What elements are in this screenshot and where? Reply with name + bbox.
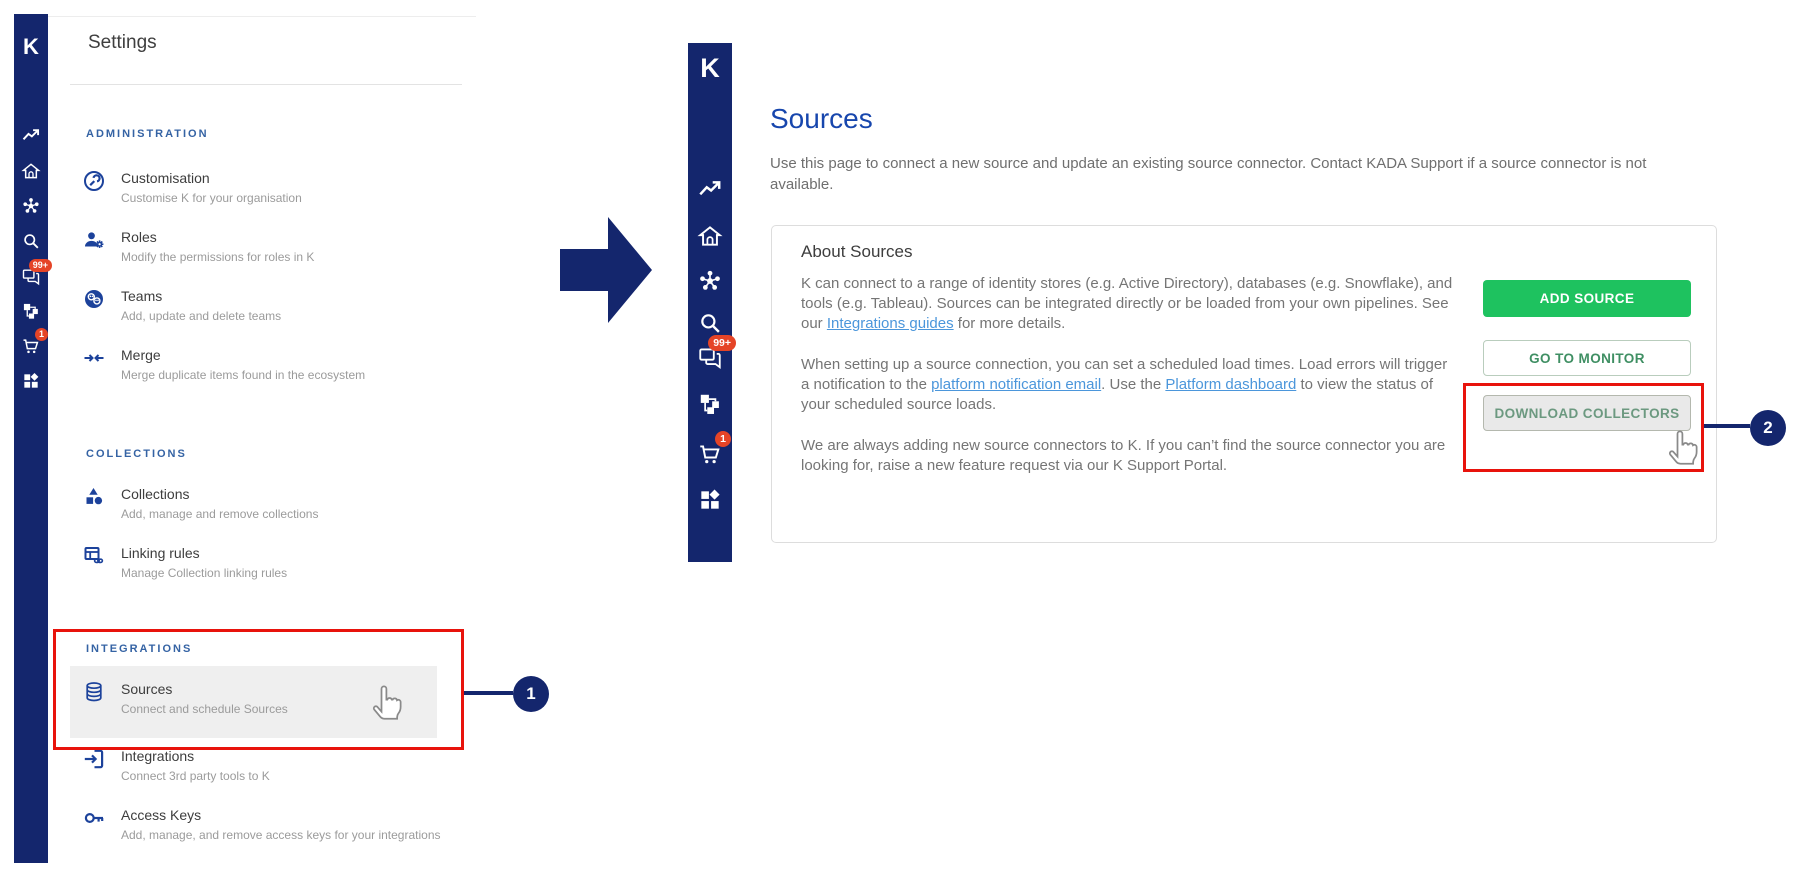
paragraph-3: We are always adding new source connectors to K. If you can’t find the source connector you are looking for, raise a new feature request via our K Support Portal. [801, 437, 1446, 474]
item-title: Roles [121, 229, 157, 245]
collections-icon [82, 485, 106, 509]
para1-text: K can connect to a range of identity stores (e.g. Active Directory), databases (e.g. Snowflake), and tools (e.g. Tableau). Sources can be integrated directly or be loaded from your own pipelines. See our [801, 275, 1453, 332]
cart-badge: 1 [35, 328, 48, 341]
platform-notification-email-link[interactable]: platform notification email [931, 376, 1102, 393]
item-desc: Add, manage, and remove access keys for your integrations [121, 828, 441, 842]
para2-text-mid: . Use the [1101, 376, 1166, 393]
customisation-icon [82, 169, 106, 193]
go-to-monitor-button[interactable]: GO TO MONITOR [1483, 340, 1691, 376]
item-title: Merge [121, 347, 161, 363]
integrations-guides-link[interactable]: Integrations guides [826, 315, 954, 332]
chat-icon[interactable] [697, 336, 731, 370]
download-collectors-button[interactable]: DOWNLOAD COLLECTORS [1483, 395, 1691, 431]
settings-item-roles[interactable] [121, 229, 456, 264]
network-icon[interactable] [697, 268, 723, 294]
item-title: Collections [121, 486, 190, 502]
item-title: Linking rules [121, 545, 200, 561]
right-app-sidebar [688, 43, 732, 562]
teams-icon [82, 287, 106, 311]
para1-text-end: for more details. [953, 315, 1066, 332]
apps-grid-icon[interactable] [21, 371, 41, 391]
screenshot-top-edge [48, 16, 476, 17]
sources-page-subtitle: Use this page to connect a new source and update an existing source connector. Contact KADA Support if a source connector is not available. [770, 155, 1647, 193]
callout-line-2 [1704, 424, 1750, 428]
network-icon[interactable] [21, 196, 41, 216]
search-icon[interactable] [697, 310, 723, 336]
item-title: Teams [121, 288, 163, 304]
settings-item-linking-rules[interactable] [121, 545, 456, 580]
item-title: Integrations [121, 748, 195, 764]
trend-icon[interactable] [21, 126, 41, 146]
callout-box-1 [53, 629, 464, 750]
callout-number-2: 2 [1750, 410, 1786, 446]
item-desc: Add, manage and remove collections [121, 507, 319, 521]
sources-page-title: Sources [770, 103, 873, 134]
item-desc: Connect and schedule Sources [121, 702, 288, 716]
settings-divider [70, 84, 462, 85]
paragraph-2 [801, 355, 1457, 415]
hierarchy-icon[interactable] [21, 301, 41, 321]
home-icon[interactable] [697, 223, 723, 249]
k-logo: K [700, 53, 720, 83]
roles-icon [82, 228, 106, 252]
cart-icon[interactable] [697, 432, 726, 467]
item-desc: Manage Collection linking rules [121, 566, 288, 580]
item-title: Sources [121, 681, 173, 697]
access-keys-icon [82, 806, 106, 830]
card-body-text [801, 274, 1457, 497]
item-desc: Customise K for your organisation [121, 191, 302, 205]
section-administration: ADMINISTRATION [86, 128, 209, 140]
add-source-button[interactable]: ADD SOURCE [1483, 280, 1691, 317]
section-integrations: INTEGRATIONS [86, 643, 193, 655]
section-collections: COLLECTIONS [86, 448, 187, 460]
platform-dashboard-link[interactable]: Platform dashboard [1165, 376, 1297, 393]
integrations-icon [82, 747, 106, 771]
settings-item-merge[interactable] [121, 347, 456, 382]
merge-icon [82, 346, 106, 370]
chat-badge: 99+ [708, 335, 736, 351]
card-heading: About Sources [801, 242, 913, 261]
trend-icon[interactable] [697, 177, 723, 203]
item-desc: Merge duplicate items found in the ecosystem [121, 368, 366, 382]
item-desc: Modify the permissions for roles in K [121, 250, 315, 264]
para2-text: When setting up a source connection, you can set a scheduled load times. Load errors will trigger a notification to the [801, 356, 1448, 393]
settings-item-customisation[interactable] [121, 170, 456, 205]
para2-text-end: to view the status of your scheduled source loads. [801, 376, 1434, 413]
linking-rules-icon [82, 544, 106, 568]
search-icon[interactable] [21, 231, 41, 251]
left-app-sidebar [14, 14, 48, 863]
k-logo: K [23, 34, 39, 59]
home-icon[interactable] [21, 161, 41, 181]
paragraph-1 [801, 274, 1457, 334]
settings-item-integrations[interactable] [121, 748, 456, 783]
settings-page-title: Settings [88, 32, 157, 53]
settings-item-access-keys[interactable] [121, 807, 456, 842]
cart-badge: 1 [715, 431, 731, 447]
item-desc: Connect 3rd party tools to K [121, 769, 270, 783]
item-title: Customisation [121, 170, 210, 186]
item-desc: Add, update and delete teams [121, 309, 282, 323]
settings-item-collections[interactable] [121, 486, 456, 521]
callout-number-1: 1 [513, 676, 549, 712]
hierarchy-icon[interactable] [697, 391, 723, 417]
callout-line-1 [464, 691, 513, 695]
chat-badge: 99+ [29, 259, 52, 272]
item-title: Access Keys [121, 807, 202, 823]
transition-arrow-icon [560, 217, 652, 328]
chat-icon[interactable] [21, 260, 48, 286]
apps-grid-icon[interactable] [697, 487, 723, 513]
settings-item-teams[interactable] [121, 288, 456, 323]
cart-icon[interactable] [21, 329, 44, 356]
callout-box-2 [1463, 383, 1704, 472]
